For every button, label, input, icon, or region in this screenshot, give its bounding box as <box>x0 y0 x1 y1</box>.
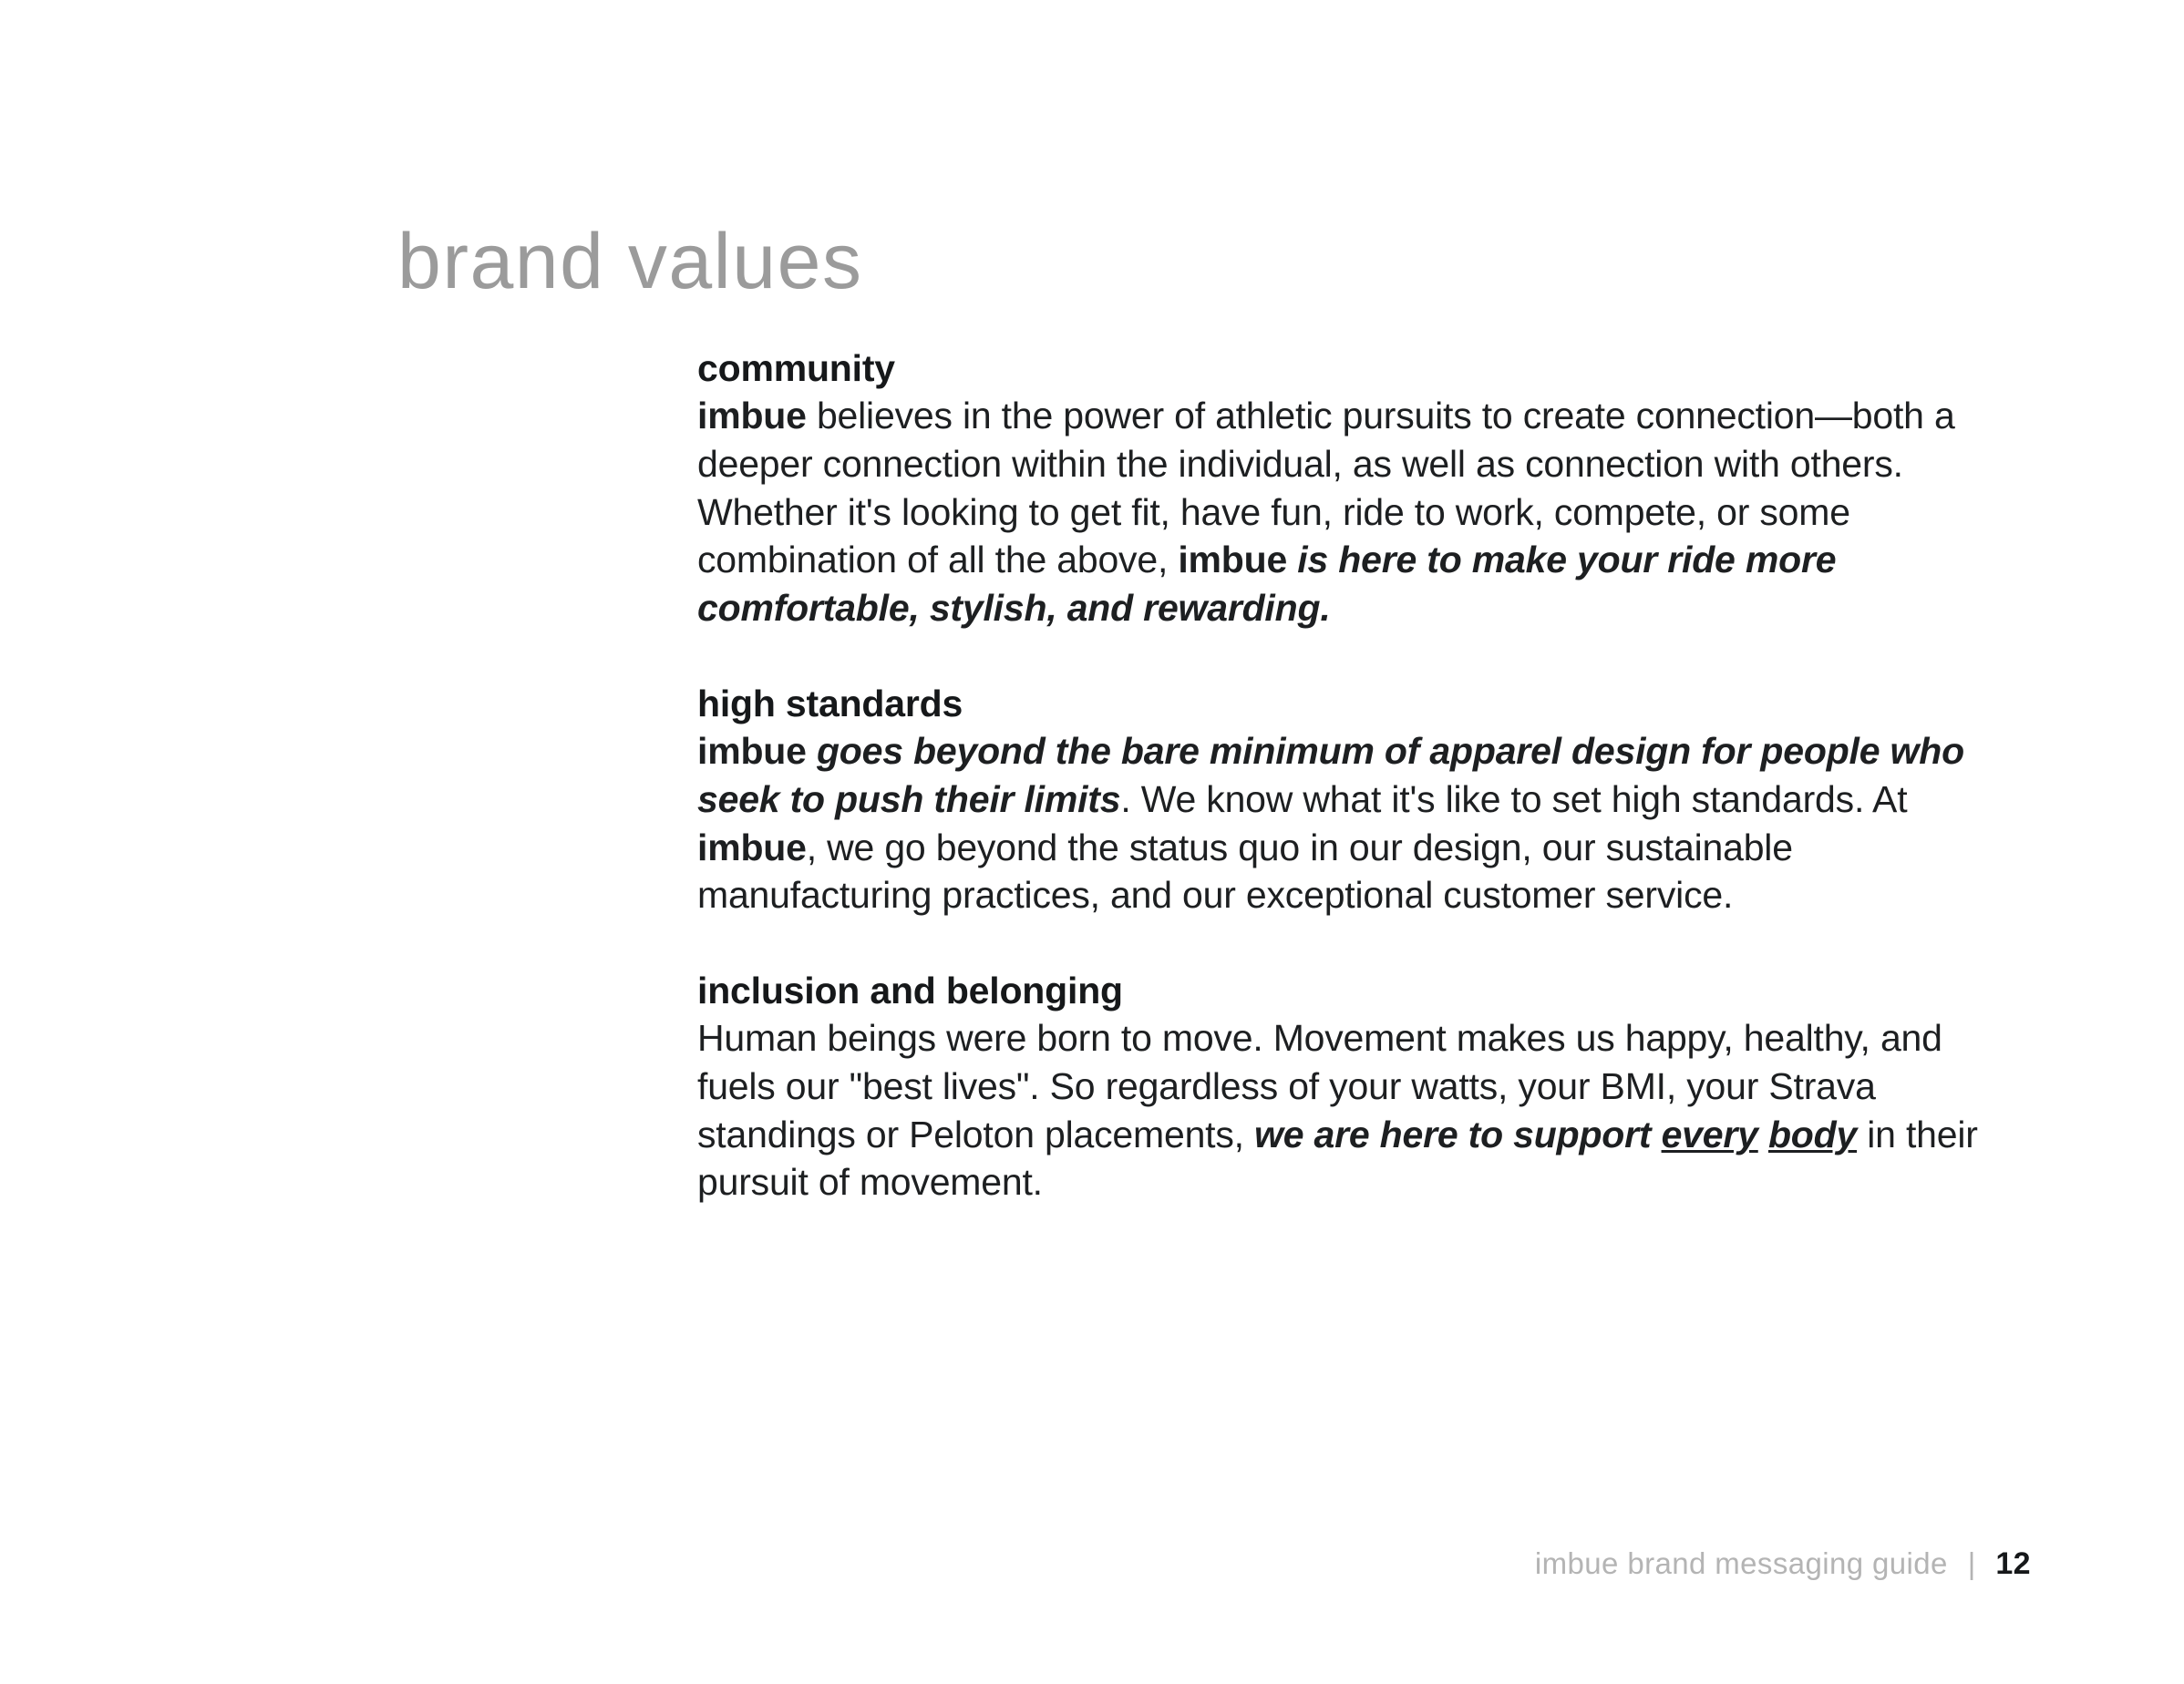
emphasis-bold: imbue <box>697 826 807 868</box>
emphasis-bold-italic-underline: every <box>1661 1113 1758 1155</box>
value-block-inclusion-and-belonging <box>697 967 1992 1207</box>
value-body: imbue believes in the power of athletic pursuits to create connection—both a deeper connection within the individual, as well as connection with others. Whether it's looking to get fit, have fun, ride to work, compete, or some combination of all the above, imbue is here to make your ride more comfortable, stylish, and rewarding. <box>697 395 1955 630</box>
page-number: 12 <box>1995 1546 2031 1581</box>
page-title: brand values <box>397 217 863 305</box>
emphasis-bold-italic: we are here to support <box>1254 1113 1662 1155</box>
footer-guide-label: imbue brand messaging guide <box>1534 1546 1948 1580</box>
emphasis-bold: imbue <box>697 395 807 437</box>
value-block-community <box>697 344 1992 632</box>
value-heading: community <box>697 347 895 389</box>
value-body: Human beings were born to move. Movement makes us happy, healthy, and fuels our "best lives". So regardless of your watts, your BMI, your Strava standings or Peloton placements, we are here to support every body in their pursuit of movement. <box>697 1017 1978 1204</box>
emphasis-bold-italic-underline: body <box>1767 1113 1858 1155</box>
emphasis-bold-italic: is here to make your ride more comfortable, stylish, and rewarding. <box>697 539 1837 630</box>
page-footer <box>1535 1546 2031 1582</box>
value-heading: inclusion and belonging <box>697 969 1123 1011</box>
footer-separator: | <box>1967 1546 1976 1580</box>
value-body: imbue goes beyond the bare minimum of apparel design for people who seek to push their limits. We know what it's like to set high standards. At imbue, we go beyond the status quo in our design, our sustainable manufacturing practices, and our exceptional customer service. <box>697 730 1964 917</box>
emphasis-bold-italic: goes beyond the bare minimum of apparel design for people who seek to push their limits <box>697 730 1964 820</box>
value-block-high-standards <box>697 680 1992 919</box>
emphasis-bold: imbue <box>697 730 807 773</box>
value-heading: high standards <box>697 682 963 724</box>
emphasis-bold: imbue <box>1178 539 1288 581</box>
emphasis-bold-italic <box>1758 1114 1768 1155</box>
brand-values-list <box>697 344 1992 1207</box>
